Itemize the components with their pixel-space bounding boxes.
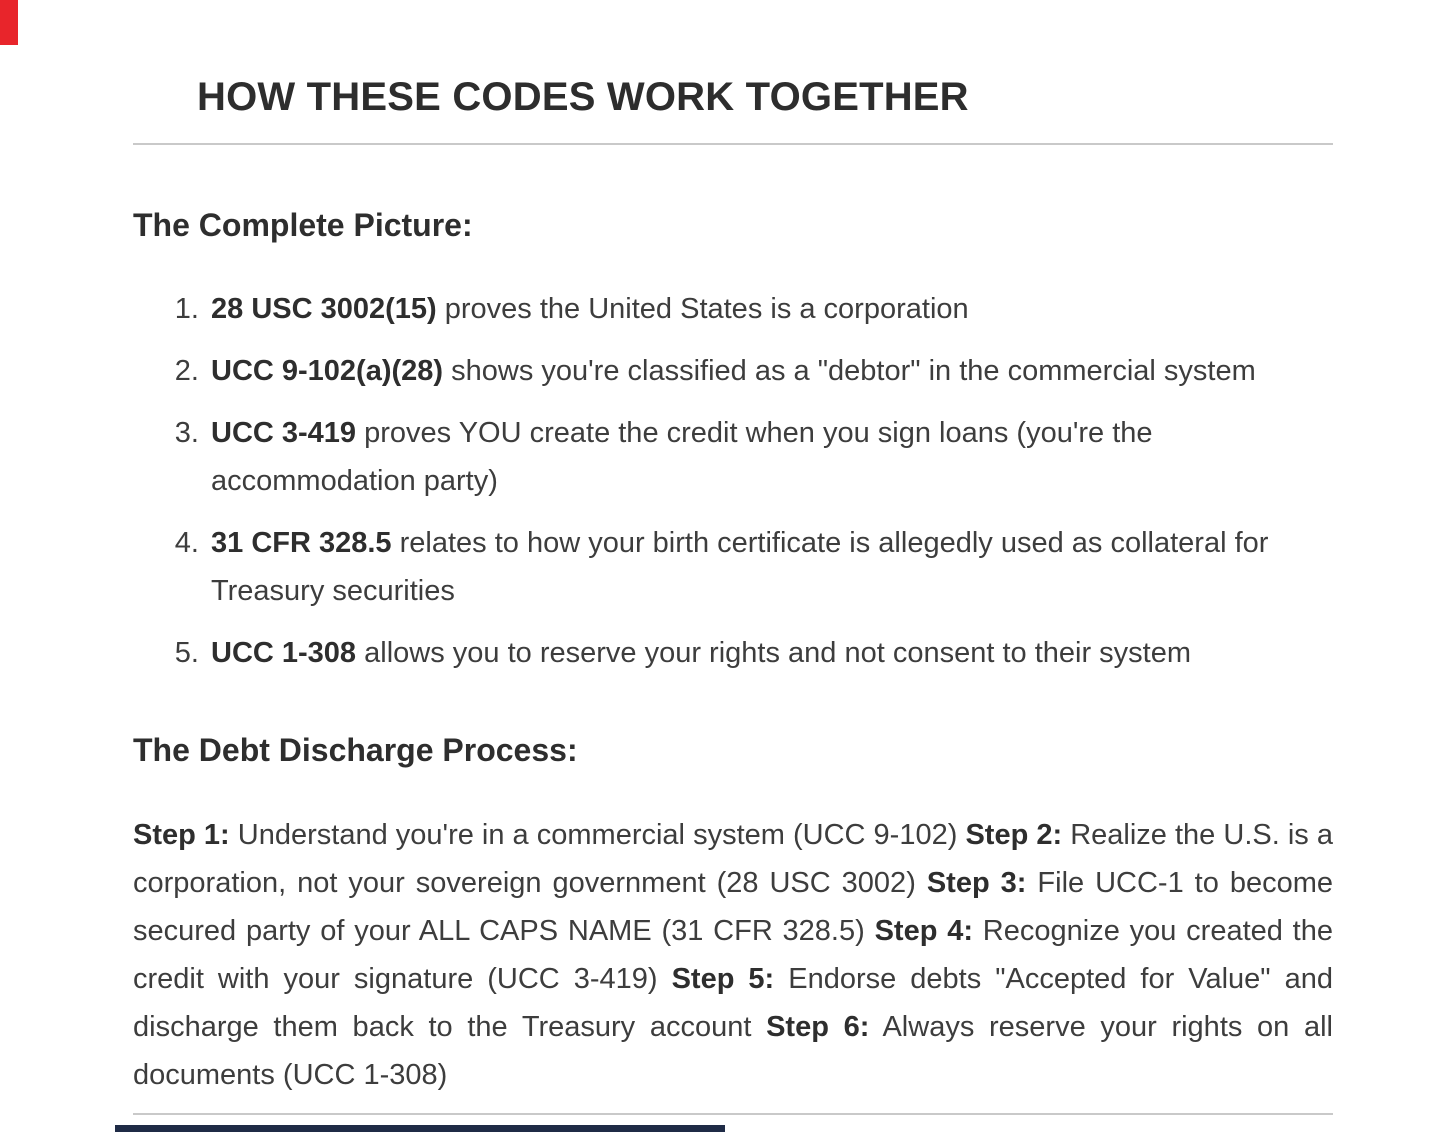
step-text: Understand you're in a commercial system (UCC 9-102) bbox=[229, 819, 966, 852]
bottom-divider bbox=[133, 1113, 1333, 1115]
step-text: Endorse debts "Accepted for Value" and discharge them back to the Treasury account bbox=[133, 963, 1333, 1044]
list-item-text: proves YOU create the credit when you sign loans (you're the accommodation party) bbox=[211, 416, 1153, 497]
document-content bbox=[133, 0, 1333, 1115]
list-item-text: allows you to reserve your rights and not consent to their system bbox=[356, 636, 1192, 669]
list-item bbox=[207, 409, 1333, 505]
list-item-text: shows you're classified as a "debtor" in the commercial system bbox=[443, 354, 1256, 387]
list-item bbox=[207, 629, 1333, 677]
list-item-text: proves the United States is a corporation bbox=[436, 292, 969, 325]
section-heading-complete-picture: The Complete Picture: bbox=[133, 207, 473, 243]
code-reference: UCC 3-419 bbox=[211, 416, 357, 449]
list-item bbox=[207, 519, 1333, 615]
step-text: Realize the U.S. is a corporation, not your sovereign government (28 USC 3002) bbox=[133, 819, 1333, 900]
step-text: Always reserve your rights on all documents (UCC 1-308) bbox=[133, 1011, 1333, 1092]
list-item bbox=[207, 347, 1333, 395]
code-reference: 31 CFR 328.5 bbox=[211, 526, 392, 559]
list-item bbox=[207, 285, 1333, 333]
bottom-navy-bar bbox=[115, 1125, 725, 1132]
code-reference: UCC 1-308 bbox=[211, 636, 357, 669]
code-reference: UCC 9-102(a)(28) bbox=[211, 354, 444, 387]
section-heading-debt-discharge: The Debt Discharge Process: bbox=[133, 731, 578, 768]
step-label: Step 5: bbox=[671, 963, 775, 996]
step-text: Recognize you created the credit with your signature (UCC 3-419) bbox=[133, 915, 1333, 996]
code-list bbox=[133, 285, 1333, 677]
debt-discharge-paragraph bbox=[133, 811, 1333, 1099]
code-reference: 28 USC 3002(15) bbox=[211, 292, 437, 325]
step-label: Step 2: bbox=[965, 819, 1063, 852]
step-text: File UCC-1 to become secured party of your ALL CAPS NAME (31 CFR 328.5) bbox=[133, 867, 1334, 948]
step-label: Step 4: bbox=[874, 915, 973, 948]
step-label: Step 6: bbox=[766, 1011, 870, 1044]
page-title: HOW THESE CODES WORK TOGETHER bbox=[197, 75, 969, 119]
list-item-text: relates to how your birth certificate is allegedly used as collateral for Treasury securities bbox=[211, 526, 1269, 607]
red-accent-bar bbox=[0, 0, 18, 45]
heading-divider bbox=[133, 143, 1333, 145]
step-label: Step 3: bbox=[926, 867, 1027, 900]
step-label: Step 1: bbox=[133, 819, 230, 852]
